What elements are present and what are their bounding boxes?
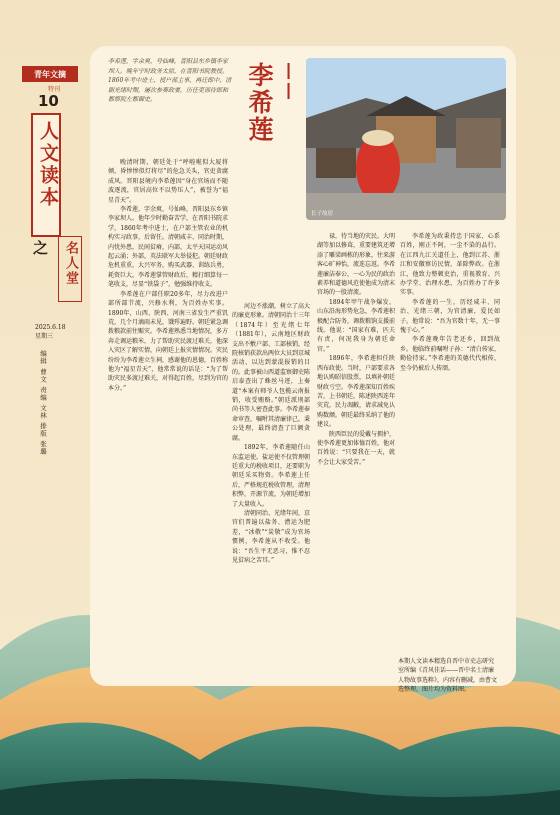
residence-photo (306, 58, 506, 220)
paragraph: 李希莲的一生，历经咸丰、同治、光绪三朝，为官清廉，爱民如子。他常说：“吾为官数十年，无一事愧于心。” (400, 298, 500, 335)
article-intro: 李希莲，字余爽，号仙峰，晋阳县东乡镇李家坝人。晚年宁时政务太原，在晋阳书院教授。1860年考中进士，授户部主事，再迁郎中，清朝光绪时期，屡次参奏政要，历任吏部侍郎和都察院左都御史。 (108, 58, 232, 104)
headline-line-2: 李希莲 (245, 62, 274, 143)
section-connector: 之 (33, 239, 49, 257)
brand-logo: 青年文摘 (22, 66, 78, 82)
paragraph: 1892年，李希莲随任山东监运使。盐运使不仅管理朝廷重大的税收项目，还要职为朝廷采买物资。李希莲上任后，严格规范税收管理，清理积弊，开源节流，为朝廷增加了大量收入。 (232, 444, 311, 508)
sub-section-title: 名人堂 (63, 241, 78, 286)
section-title: 人文读本 (37, 121, 59, 209)
paragraph: 李希莲为政秉持忠于国家、心系百姓，刚正不阿，一尘不染的品行。在江西九江关道任上，他到江苏、浙江和安徽察访民情，革除弊政。在浙江，他致力整顿吏治，重视教育、兴办学堂、治理水患，为百姓办了许多实事。 (400, 233, 500, 297)
article-column-3 (317, 232, 395, 467)
article-column-2 (232, 302, 310, 565)
weekday-text: 星期三 (35, 333, 54, 340)
editor-credits: 编辑 曹文 责编 文林 排版 张璐 (39, 350, 47, 456)
photo-illustration (306, 58, 506, 220)
paragraph: 陕西臣民的爱戴与拥护，使李希莲更加体恤百姓，他对百姓说：“只要我在一天，就不会让大家受苦。” (317, 430, 396, 466)
headline-dash: —— (279, 62, 300, 102)
paragraph: 1894年甲午战争爆发，山东沿海形势危急，李希莲积极配合防务，调拨粮饷支援前线。他说：“国家有难，匹夫有责，何况我身为朝廷命官。” (317, 298, 396, 353)
paragraph: 李希莲，字余爽，号仙峰，晋阳县东乡镇李家坝人。他年少时勤奋苦学，在晋阳书院求学，1860年考中进士，在户部主管农业的机构实习政事，后留任。清朝咸丰、同治时期，内忧外患，民间贫瘠，内部，太平天国运动风起云涌；外部，英法联军大举侵犯。朝廷财政危机重重，大兴军务，购买武器、训练兵勇，耗资巨大，李希莲掌管财政后，精打细算每一笔收支，尽显“铁袋子”，勉强维持收支。 (108, 206, 229, 289)
paragraph: 李希莲在户部任职20多年，尽力改进户部所部节流，兴修水利，为百姓办实事。1890年，山西、陕西、河南三省发生严重饥荒，几个月滴雨未见，饿殍遍野。朝廷紧急调拨粮款前往赈灾。李希莲熟悉当地情况，多方奔走调运粮米，力了帮助灾民渡过难关，他深入灾区了解实情，向朝廷上报灾情情况。灾民纷纷为李希莲立生祠，感谢他的恩德，百姓称他为“福星青天”，他常常说的话是：“为了帮助灾民多渡过难关，对得起百姓，尽到为官的本分。” (108, 290, 229, 392)
issue-date (35, 323, 66, 341)
masthead-sidebar (0, 0, 82, 560)
section-title-box (31, 113, 61, 237)
article-column-1 (108, 158, 228, 393)
paragraph: 清朝同治、光绪年间，京官们普遍以盐务、漕运为肥差，“冰敬”“炭敬”成为官场惯例，李希莲从不收受。他说：“吾生平无恶习，惟不忍见贫病之苦耳。” (232, 509, 311, 564)
photo-caption: 长子故居 (311, 211, 334, 217)
paragraph: 李希莲晚年告老还乡，回到故乡。他临终前嘱咐子孙：“清白传家，勤俭持家。”李希莲的美德代代相传，至今仍被后人传颂。 (400, 336, 500, 372)
paragraph: 禄，待当地的灾民。大明湖等加以修葺，重要建筑还增添了雕梁画栋的形象，往来游客心旷神怡，流连忘返。李希莲廉洁奉公，一心为民的政治素养和道德风范使他成为清末官场的一股清流。 (317, 233, 396, 297)
sub-section-box (58, 236, 82, 302)
paragraph: 1896年，李希莲担任陕西布政使。当时，户部要求各地认购昭信股票，以填补朝廷财政亏空。李希莲深知百姓疾苦，上书朝廷，陈述陕西连年灾荒，民力凋敝，请求减免认购数额。朝廷最终采纳了他的建议。 (317, 355, 396, 429)
paragraph: 晚清时期，朝廷处于“呼啦啦似大厦将倾，昏惨惨似灯将尽”的危急关头，官吏贪腐成风。晋阳县境内李希莲因“身在官场而不随波逐流，官居高位不以势压人”，被誉为“福星青天”。 (108, 159, 228, 204)
article-column-4 (400, 232, 500, 373)
editor-note: 本期人文读本精选自晋中市史志研究室所编《青风佳话——晋中名士清廉人物故事选粹》，内容有删减，由曹文选整理，图片均为资料图。 (398, 658, 498, 694)
page-number: 10 (38, 92, 59, 110)
brand-logo-sub: 特刊 (48, 86, 61, 93)
paragraph: 河边不涨潮，树立了高大的廉吏形象。清朝同治十三年（1874年）至光绪七年（1881年），云南地区财政支出不敷户部、工部核销，经院核销获款出两位大员到京城活动，以达到蒙混报销的目的。此事被山西道监察御史陈启泰查出了蛛丝马迹，上奏道“本案有师爷人包揽云南报销，收受贿赂。”朝廷派刑部尚书等人密查此事。李希莲奉命审查，嘱咐其清廉律己，秉公处理，最终清查了巨额贪腐。 (232, 303, 311, 442)
date-text: 2025.6.18 (35, 324, 66, 331)
